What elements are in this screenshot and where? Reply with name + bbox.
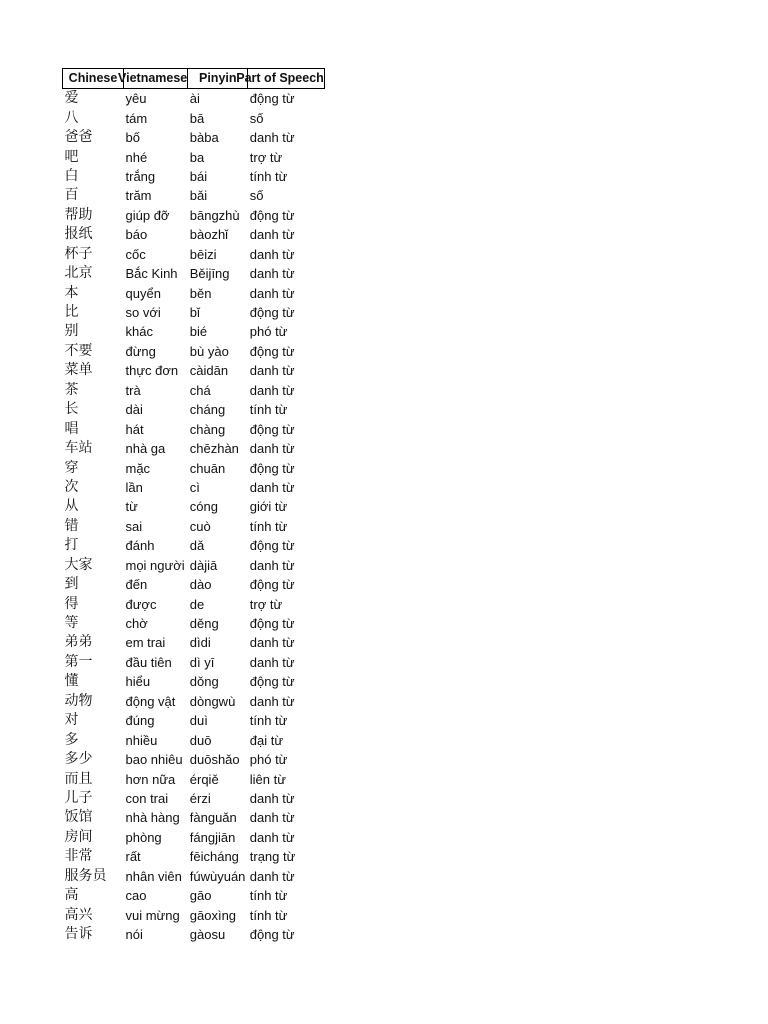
chinese-cell: 等 — [64, 615, 79, 632]
pinyin-cell: dàjiā — [189, 557, 218, 573]
part-of-speech-cell: danh từ — [249, 479, 295, 495]
vietnamese-cell: nhà ga — [125, 441, 166, 457]
vietnamese-cell: nói — [125, 927, 143, 943]
part-of-speech-cell: danh từ — [249, 130, 295, 146]
vietnamese-cell: đến — [125, 577, 148, 593]
vietnamese-cell: đánh — [125, 538, 155, 554]
part-of-speech-cell: danh từ — [249, 693, 295, 709]
part-of-speech-cell: danh từ — [249, 285, 295, 301]
chinese-cell: 而且 — [64, 770, 93, 787]
part-of-speech-cell: tính từ — [249, 168, 288, 184]
part-of-speech-cell: tính từ — [249, 402, 288, 418]
vietnamese-cell: động vật — [125, 693, 176, 709]
table-row — [63, 556, 325, 575]
pinyin-cell: fēicháng — [189, 849, 239, 865]
chinese-cell: 打 — [64, 537, 79, 554]
part-of-speech-cell: động từ — [249, 305, 295, 321]
vietnamese-cell: báo — [125, 227, 148, 243]
part-of-speech-cell: liên từ — [249, 771, 286, 787]
table-row — [63, 711, 325, 730]
chinese-cell: 房间 — [64, 828, 93, 845]
pinyin-cell: chuān — [189, 460, 226, 476]
table-row — [63, 594, 325, 613]
pinyin-cell: chàng — [189, 421, 226, 437]
table-row — [63, 458, 325, 477]
chinese-cell: 比 — [64, 304, 79, 321]
vietnamese-cell: nhà hàng — [125, 810, 180, 826]
vietnamese-cell: được — [125, 596, 157, 612]
vietnamese-cell: Bắc Kinh — [125, 266, 178, 282]
table-row — [63, 692, 325, 711]
chinese-cell: 从 — [64, 498, 79, 515]
chinese-cell: 儿子 — [64, 789, 93, 806]
pinyin-cell: bāngzhù — [189, 207, 240, 223]
chinese-cell: 第一 — [64, 653, 93, 670]
table-row — [63, 672, 325, 691]
table-row — [63, 886, 325, 905]
table-row — [63, 439, 325, 458]
vietnamese-cell: khác — [125, 324, 153, 340]
part-of-speech-cell: danh từ — [249, 635, 295, 651]
vocabulary-table — [62, 68, 325, 944]
part-of-speech-cell: danh từ — [249, 227, 295, 243]
pinyin-cell: bā — [189, 110, 205, 126]
pinyin-cell: běn — [189, 285, 212, 301]
pinyin-cell: Běijīng — [189, 266, 230, 282]
vocabulary-rows — [63, 89, 325, 945]
vietnamese-cell: rất — [125, 849, 141, 865]
vietnamese-cell: tám — [125, 110, 148, 126]
part-of-speech-cell: động từ — [249, 577, 295, 593]
vietnamese-cell: dài — [125, 402, 143, 418]
part-of-speech-cell: động từ — [249, 421, 295, 437]
table-row — [63, 653, 325, 672]
vietnamese-cell: bao nhiêu — [125, 752, 183, 768]
table-row — [63, 128, 325, 147]
pinyin-cell: chá — [189, 382, 211, 398]
pinyin-cell: fángjiān — [189, 829, 236, 845]
part-of-speech-cell: động từ — [249, 207, 295, 223]
pinyin-cell: bái — [189, 168, 208, 184]
vietnamese-cell: nhiều — [125, 732, 158, 748]
chinese-cell: 多 — [64, 731, 79, 748]
header-part-of-speech: Part of Speech — [248, 69, 325, 89]
table-row — [63, 614, 325, 633]
pinyin-cell: dìdi — [189, 635, 211, 651]
part-of-speech-cell: danh từ — [249, 810, 295, 826]
table-row — [63, 536, 325, 555]
table-row — [63, 245, 325, 264]
vietnamese-cell: nhé — [125, 149, 148, 165]
part-of-speech-cell: tính từ — [249, 888, 288, 904]
chinese-cell: 对 — [64, 712, 79, 729]
pinyin-cell: bù yào — [189, 343, 229, 359]
part-of-speech-cell: động từ — [249, 927, 295, 943]
table-row — [63, 789, 325, 808]
pinyin-cell: dǎ — [189, 538, 205, 554]
vietnamese-cell: phòng — [125, 829, 162, 845]
vietnamese-cell: chờ — [125, 616, 148, 632]
part-of-speech-cell: tính từ — [249, 907, 288, 923]
chinese-cell: 错 — [64, 517, 79, 534]
pinyin-cell: cuò — [189, 518, 211, 534]
pinyin-cell: bié — [189, 324, 208, 340]
part-of-speech-cell: động từ — [249, 538, 295, 554]
chinese-cell: 杯子 — [64, 245, 93, 262]
chinese-cell: 懂 — [64, 673, 79, 690]
vietnamese-cell: cốc — [125, 246, 146, 262]
part-of-speech-cell: danh từ — [249, 790, 295, 806]
part-of-speech-cell: số — [249, 110, 264, 126]
part-of-speech-cell: danh từ — [249, 868, 295, 884]
part-of-speech-cell: số — [249, 188, 264, 204]
table-row — [63, 905, 325, 924]
chinese-cell: 北京 — [64, 265, 93, 282]
table-row — [63, 400, 325, 419]
table-row — [63, 225, 325, 244]
table-row — [63, 808, 325, 827]
part-of-speech-cell: danh từ — [249, 246, 295, 262]
chinese-cell: 饭馆 — [64, 809, 93, 826]
table-row — [63, 847, 325, 866]
pinyin-cell: děng — [189, 616, 219, 632]
table-row — [63, 361, 325, 380]
vietnamese-cell: em trai — [125, 635, 166, 651]
chinese-cell: 八 — [64, 109, 79, 126]
part-of-speech-cell: phó từ — [249, 324, 288, 340]
table-row — [63, 108, 325, 127]
table-row — [63, 575, 325, 594]
part-of-speech-cell: tính từ — [249, 518, 288, 534]
table-row — [63, 730, 325, 749]
pinyin-cell: cì — [189, 479, 200, 495]
chinese-cell: 爱 — [64, 90, 79, 107]
chinese-cell: 吧 — [64, 148, 79, 165]
vietnamese-cell: hiểu — [125, 674, 151, 690]
vocabulary-sheet — [62, 68, 325, 944]
part-of-speech-cell: trạng từ — [249, 849, 296, 865]
table-row — [63, 867, 325, 886]
chinese-cell: 告诉 — [64, 926, 93, 943]
pinyin-cell: càidān — [189, 363, 229, 379]
pinyin-cell: bàozhǐ — [189, 227, 229, 243]
table-row — [63, 89, 325, 109]
pinyin-cell: bǐ — [189, 305, 200, 321]
pinyin-cell: cháng — [189, 402, 226, 418]
table-row — [63, 147, 325, 166]
pinyin-cell: chēzhàn — [189, 441, 239, 457]
pinyin-cell: dòngwù — [189, 693, 236, 709]
vietnamese-cell: vui mừng — [125, 907, 180, 923]
part-of-speech-cell: động từ — [249, 343, 295, 359]
vietnamese-cell: hơn nữa — [125, 771, 176, 787]
pinyin-cell: gàosu — [189, 927, 226, 943]
pinyin-cell: duì — [189, 713, 208, 729]
part-of-speech-cell: tính từ — [249, 713, 288, 729]
chinese-cell: 次 — [64, 478, 79, 495]
chinese-cell: 非常 — [64, 848, 93, 865]
chinese-cell: 不要 — [64, 342, 93, 359]
pinyin-cell: duō — [189, 732, 212, 748]
table-row — [63, 381, 325, 400]
chinese-cell: 帮助 — [64, 206, 93, 223]
table-row — [63, 206, 325, 225]
part-of-speech-cell: động từ — [249, 674, 295, 690]
pinyin-cell: duōshǎo — [189, 752, 240, 768]
pinyin-cell: fànguǎn — [189, 810, 237, 826]
vietnamese-cell: trà — [125, 382, 141, 398]
pinyin-cell: dì yī — [189, 654, 215, 670]
header-pinyin: Pinyin — [188, 69, 248, 89]
table-row — [63, 342, 325, 361]
vietnamese-cell: bố — [125, 130, 140, 146]
chinese-cell: 爸爸 — [64, 129, 93, 146]
vietnamese-cell: đừng — [125, 343, 156, 359]
vietnamese-cell: trắng — [125, 168, 156, 184]
header-row — [63, 69, 325, 89]
chinese-cell: 穿 — [64, 459, 79, 476]
vietnamese-cell: mọi người — [125, 557, 185, 573]
vietnamese-cell: đúng — [125, 713, 155, 729]
table-row — [63, 769, 325, 788]
chinese-cell: 百 — [64, 187, 79, 204]
table-row — [63, 633, 325, 652]
table-row — [63, 478, 325, 497]
table-row — [63, 750, 325, 769]
chinese-cell: 多少 — [64, 751, 93, 768]
table-row — [63, 283, 325, 302]
vietnamese-cell: giúp đỡ — [125, 207, 170, 223]
vietnamese-cell: đầu tiên — [125, 654, 172, 670]
part-of-speech-cell: động từ — [249, 460, 295, 476]
vietnamese-cell: thực đơn — [125, 363, 179, 379]
pinyin-cell: érzi — [189, 790, 211, 806]
part-of-speech-cell: trợ từ — [249, 149, 283, 165]
header-vietnamese: Vietnamese — [124, 69, 188, 89]
vietnamese-cell: cao — [125, 888, 147, 904]
chinese-cell: 动物 — [64, 692, 93, 709]
table-row — [63, 264, 325, 283]
vietnamese-cell: lần — [125, 479, 143, 495]
pinyin-cell: érqiě — [189, 771, 219, 787]
chinese-cell: 高兴 — [64, 906, 93, 923]
vietnamese-cell: mặc — [125, 460, 151, 476]
part-of-speech-cell: giới từ — [249, 499, 288, 515]
chinese-cell: 得 — [64, 595, 79, 612]
pinyin-cell: gāo — [189, 888, 212, 904]
pinyin-cell: bēizi — [189, 246, 217, 262]
part-of-speech-cell: danh từ — [249, 382, 295, 398]
chinese-cell: 茶 — [64, 381, 79, 398]
chinese-cell: 到 — [64, 576, 79, 593]
part-of-speech-cell: phó từ — [249, 752, 288, 768]
vietnamese-cell: con trai — [125, 790, 169, 806]
pinyin-cell: bàba — [189, 130, 219, 146]
pinyin-cell: cóng — [189, 499, 218, 515]
vietnamese-cell: từ — [125, 499, 138, 515]
vietnamese-cell: nhân viên — [125, 868, 182, 884]
table-row — [63, 517, 325, 536]
part-of-speech-cell: danh từ — [249, 654, 295, 670]
vietnamese-cell: hát — [125, 421, 144, 437]
vietnamese-cell: so với — [125, 305, 161, 321]
part-of-speech-cell: động từ — [249, 616, 295, 632]
part-of-speech-cell: trợ từ — [249, 596, 283, 612]
pinyin-cell: dǒng — [189, 674, 219, 690]
vietnamese-cell: sai — [125, 518, 143, 534]
pinyin-cell: ba — [189, 149, 205, 165]
table-row — [63, 186, 325, 205]
part-of-speech-cell: đại từ — [249, 732, 284, 748]
part-of-speech-cell: danh từ — [249, 363, 295, 379]
part-of-speech-cell: động từ — [249, 91, 295, 107]
chinese-cell: 菜单 — [64, 362, 93, 379]
chinese-cell: 本 — [64, 284, 79, 301]
chinese-cell: 长 — [64, 401, 79, 418]
table-row — [63, 925, 325, 944]
table-row — [63, 167, 325, 186]
pinyin-cell: de — [189, 596, 205, 612]
table-row — [63, 303, 325, 322]
pinyin-cell: fúwùyuán — [189, 868, 246, 884]
chinese-cell: 报纸 — [64, 226, 93, 243]
part-of-speech-cell: danh từ — [249, 441, 295, 457]
chinese-cell: 白 — [64, 167, 79, 184]
chinese-cell: 车站 — [64, 440, 93, 457]
table-row — [63, 828, 325, 847]
header-chinese: Chinese — [63, 69, 124, 89]
table-row — [63, 497, 325, 516]
vietnamese-cell: yêu — [125, 91, 147, 107]
chinese-cell: 别 — [64, 323, 79, 340]
pinyin-cell: bǎi — [189, 188, 208, 204]
table-row — [63, 419, 325, 438]
vietnamese-cell: trăm — [125, 188, 152, 204]
chinese-cell: 弟弟 — [64, 634, 93, 651]
chinese-cell: 唱 — [64, 420, 79, 437]
part-of-speech-cell: danh từ — [249, 829, 295, 845]
part-of-speech-cell: danh từ — [249, 557, 295, 573]
chinese-cell: 大家 — [64, 556, 93, 573]
vietnamese-cell: quyển — [125, 285, 161, 301]
chinese-cell: 服务员 — [64, 867, 107, 884]
chinese-cell: 高 — [64, 887, 79, 904]
pinyin-cell: dào — [189, 577, 212, 593]
pinyin-cell: ài — [189, 91, 200, 107]
pinyin-cell: gāoxìng — [189, 907, 237, 923]
table-row — [63, 322, 325, 341]
part-of-speech-cell: danh từ — [249, 266, 295, 282]
